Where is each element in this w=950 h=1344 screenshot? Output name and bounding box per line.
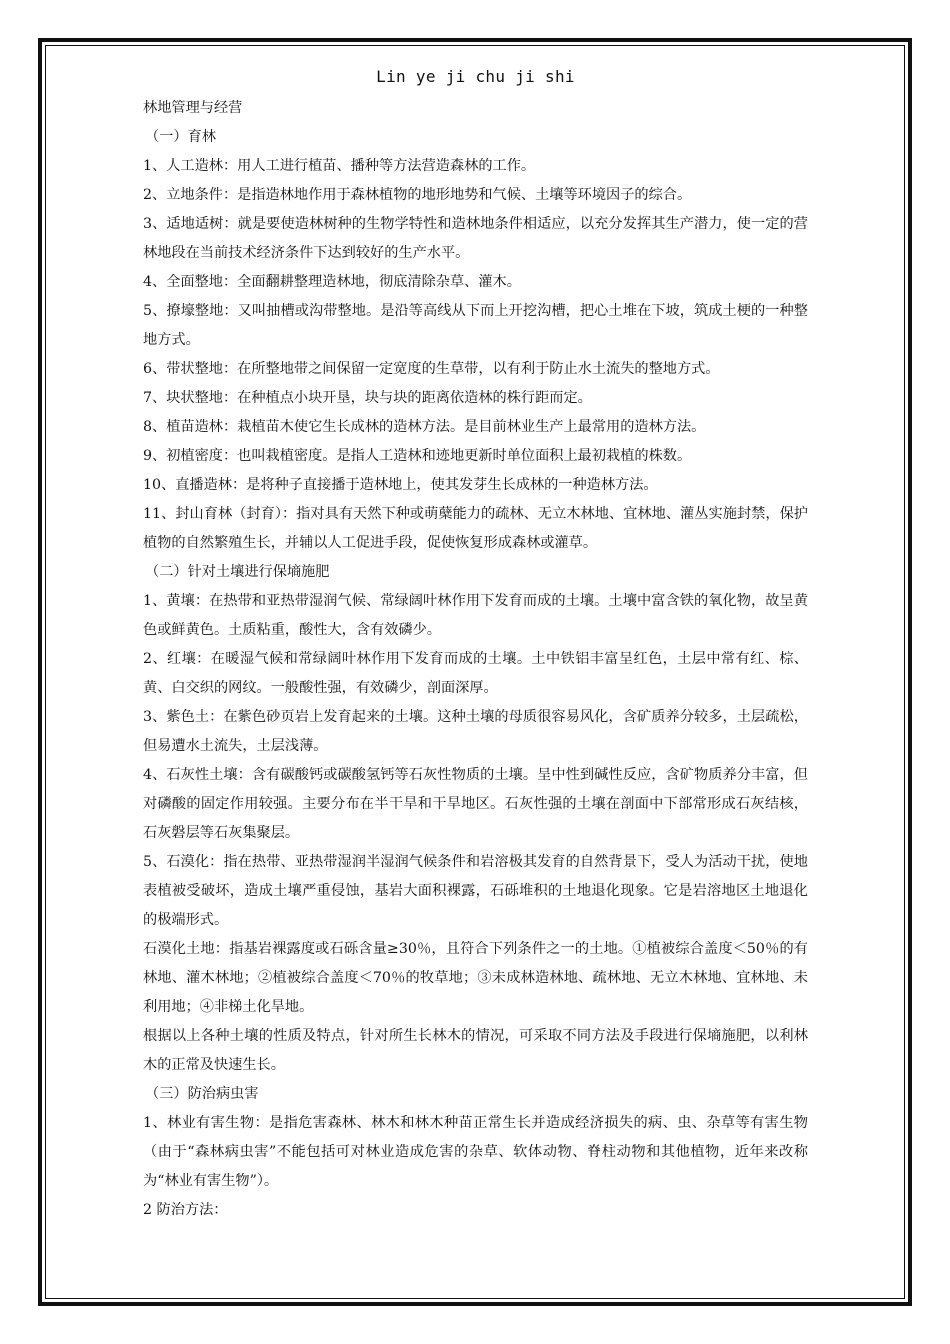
paragraph-seedling-planting: 8、植苗造林：栽植苗木使它生长成林的造林方法。是目前林业生产上最常用的造林方法。 [143, 419, 706, 435]
paragraph-control-methods: 2 防治方法： [143, 1202, 228, 1218]
section-heading-1: （一）育林 [145, 129, 216, 145]
paragraph-site-conditions: 2、立地条件：是指造林地作用于森林植物的地形地势和气候、土壤等环境因子的综合。 [143, 187, 692, 203]
paragraph-red-soil: 2、红壤：在暖湿气候和常绿阔叶林作用下发育而成的土壤。土中铁铝丰富呈红色，土层中常有红、棕、黄、白交织的网纹。一般酸性强，有效磷少，剖面深厚。 [143, 651, 808, 696]
paragraph-patch-site-preparation: 7、块状整地：在种植点小块开垦，块与块的距离依造林的株行距而定。 [143, 390, 592, 406]
paragraph-site-species-matching: 3、适地适树：就是要使造林树种的生物学特性和造林地条件相适应，以充分发挥其生产潜力，使一定的营林地段在当前技术经济条件下达到较好的生产水平。 [143, 216, 808, 261]
paragraph-yellow-soil: 1、黄壤：在热带和亚热带湿润气候、常绿阔叶林作用下发育而成的土壤。土壤中富含铁的氧化物，故呈黄色或鲜黄色。土质粘重，酸性大，含有效磷少。 [143, 593, 808, 638]
document-body [143, 60, 808, 1225]
heading-forest-management: 林地管理与经营 [143, 100, 243, 116]
paragraph-trench-site-preparation: 5、撩壕整地：又叫抽槽或沟带整地。是沿等高线从下而上开挖沟槽，把心土堆在下坡，筑成土梗的一种整地方式。 [143, 303, 808, 348]
paragraph-fertilization-summary: 根据以上各种土壤的性质及特点，针对所生长林木的情况，可采取不同方法及手段进行保墒施肥，以利林木的正常及快速生长。 [143, 1028, 808, 1073]
paragraph-full-site-preparation: 4、全面整地：全面翻耕整理造林地，彻底清除杂草、灌木。 [143, 274, 521, 290]
paragraph-artificial-afforestation: 1、人工造林：用人工进行植苗、播种等方法营造森林的工作。 [143, 158, 536, 174]
paragraph-rocky-desertification-land: 石漠化土地：指基岩裸露度或石砾含量≥30％，且符合下列条件之一的土地。①植被综合盖度＜50％的有林地、灌木林地；②植被综合盖度＜70％的牧草地；③未成林造林地、疏林地、无立木林地、宜林地、未利用地；④非梯土化旱地。 [143, 941, 808, 1015]
paragraph-direct-seeding: 10、直播造林：是将种子直接播于造林地上，使其发芽生长成林的一种造林方法。 [143, 477, 658, 493]
paragraph-mountain-closure: 11、封山育林（封育）：指对具有天然下种或萌蘖能力的疏林、无立木林地、宜林地、灌丛实施封禁，保护植物的自然繁殖生长，并辅以人工促进手段，促使恢复形成森林或灌草。 [143, 506, 808, 551]
paragraph-calcareous-soil: 4、石灰性土壤：含有碳酸钙或碳酸氢钙等石灰性物质的土壤。呈中性到碱性反应，含矿物质养分丰富，但对磷酸的固定作用较强。主要分布在半干旱和干旱地区。石灰性强的土壤在剖面中下部常形成石灰结核，石灰磐层等石灰集聚层。 [143, 767, 808, 841]
document-title: Lin ye ji chu ji shi [376, 67, 575, 86]
section-heading-2: （二）针对土壤进行保墒施肥 [145, 564, 330, 580]
section-heading-3: （三）防治病虫害 [145, 1086, 259, 1102]
paragraph-forest-pests: 1、林业有害生物：是指危害森林、林木和林木种苗正常生长并造成经济损失的病、虫、杂草等有害生物（由于“森林病虫害”不能包括可对林业造成危害的杂草、软体动物、脊柱动物和其他植物，近年来改称为“林业有害生物”）。 [143, 1115, 808, 1189]
paragraph-strip-site-preparation: 6、带状整地：在所整地带之间保留一定宽度的生草带，以有利于防止水土流失的整地方式。 [143, 361, 720, 377]
paragraph-purple-soil: 3、紫色土：在紫色砂页岩上发育起来的土壤。这种土壤的母质很容易风化，含矿质养分较多，土层疏松，但易遭水土流失，土层浅薄。 [143, 709, 808, 754]
paragraph-rocky-desertification: 5、石漠化：指在热带、亚热带湿润半湿润气候条件和岩溶极其发育的自然背景下，受人为活动干扰，使地表植被受破坏，造成土壤严重侵蚀，基岩大面积裸露，石砾堆积的土地退化现象。它是岩溶地区土地退化的极端形式。 [143, 854, 808, 928]
paragraph-initial-density: 9、初植密度：也叫栽植密度。是指人工造林和迹地更新时单位面积上最初栽植的株数。 [143, 448, 692, 464]
